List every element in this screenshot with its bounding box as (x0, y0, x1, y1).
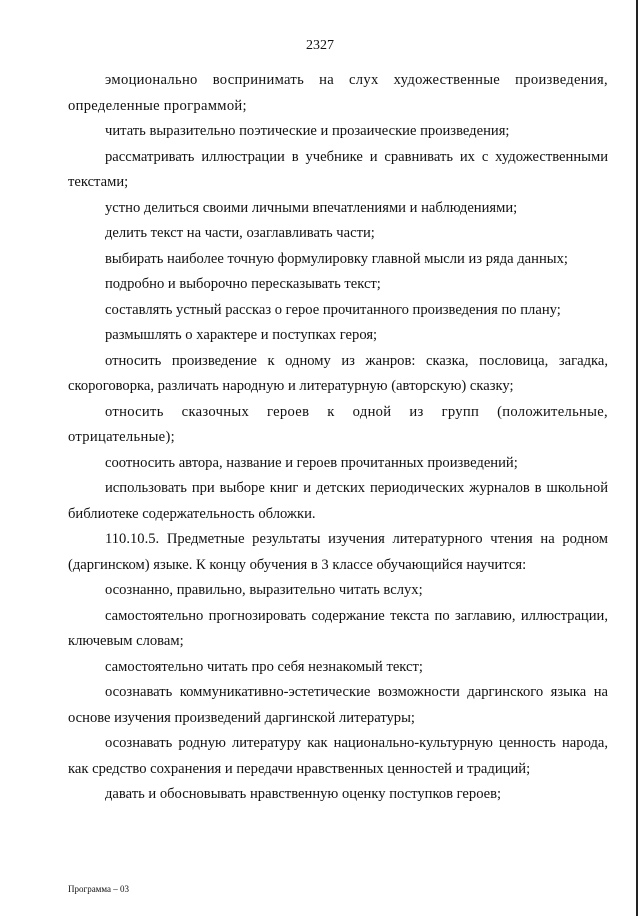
paragraph: осознавать родную литературу как национально-культурную ценность народа, как средство сохранения и передачи нравственных ценностей и традиций; (68, 735, 608, 777)
document-body (68, 68, 608, 808)
paragraph: осознавать коммуникативно-эстетические возможности даргинского языка на основе изучения произведений даргинской литературы; (68, 684, 608, 726)
paragraph: самостоятельно читать про себя незнакомый текст; (105, 658, 423, 675)
paragraph: размышлять о характере и поступках героя; (105, 327, 378, 343)
page-footer: Программа – 03 (68, 884, 130, 894)
paragraph: давать и обосновывать нравственную оценку поступков героев; (105, 786, 502, 802)
paragraph: устно делиться своими личными впечатлениями и наблюдениями; (105, 199, 518, 216)
paragraph: читать выразительно поэтические и прозаические произведения; (105, 123, 510, 139)
paragraph: эмоционально воспринимать на слух художественные произведения, определенные программой; (68, 72, 608, 114)
paragraph: относить произведение к одному из жанров: сказка, пословица, загадка, скороговорка, различать народную и литературную (авторскую) сказку; (68, 352, 608, 394)
page-number: 2327 (306, 38, 334, 53)
paragraph: составлять устный рассказ о герое прочитанного произведения по плану; (105, 301, 561, 318)
paragraph: относить сказочных героев к одной из групп (положительные, отрицательные); (68, 403, 608, 445)
page-edge-border (636, 0, 638, 916)
paragraph: рассматривать иллюстрации в учебнике и сравнивать их с художественными текстами; (68, 148, 608, 190)
paragraph: самостоятельно прогнозировать содержание текста по заглавию, иллюстрации, ключевым словам; (68, 607, 608, 649)
paragraph: подробно и выборочно пересказывать текст; (105, 276, 381, 292)
paragraph: использовать при выборе книг и детских периодических журналов в школьной библиотеке содержательность обложки. (68, 480, 608, 522)
paragraph: делить текст на части, озаглавливать части; (105, 225, 375, 241)
section-paragraph: 110.10.5. Предметные результаты изучения литературного чтения на родном (даргинском) языке. К концу обучения в 3 классе обучающийся научится: (68, 531, 608, 573)
paragraph: осознанно, правильно, выразительно читать вслух; (105, 582, 423, 598)
paragraph: соотносить автора, название и героев прочитанных произведений; (105, 454, 518, 471)
paragraph: выбирать наиболее точную формулировку главной мысли из ряда данных; (105, 250, 568, 267)
